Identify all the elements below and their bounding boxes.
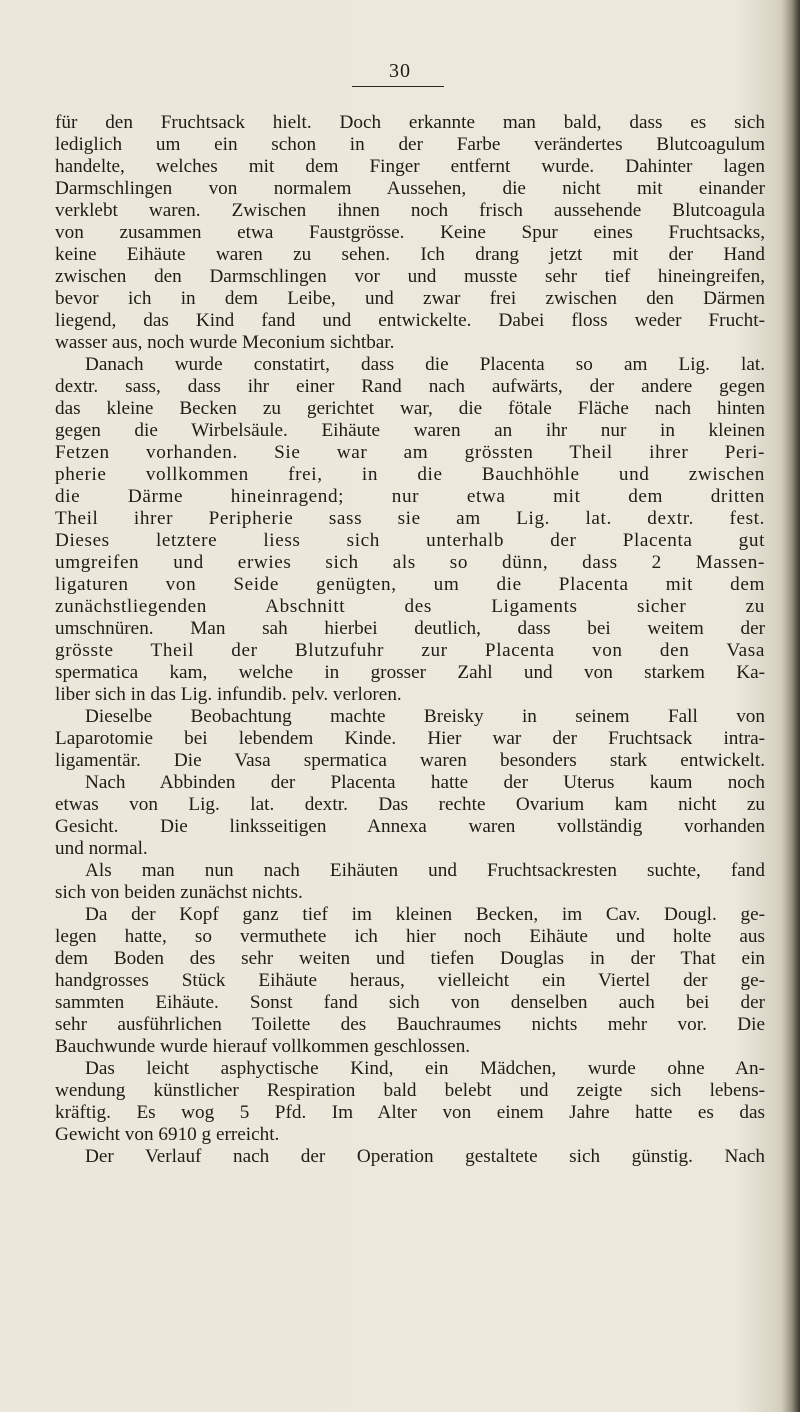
text-line: Danach wurde constatirt, dass die Placenta so am Lig. lat. [85, 354, 765, 375]
page-number: 30 [389, 60, 411, 82]
text-line: Als man nun nach Eihäuten und Fruchtsackresten suchte, fand [85, 860, 765, 881]
text-line: Dieses letztere liess sich unterhalb der Placenta gut [55, 530, 765, 551]
text-line: die Därme hineinragend; nur etwa mit dem dritten [55, 486, 765, 507]
text-line: Nach Abbinden der Placenta hatte der Uterus kaum noch [85, 772, 765, 793]
text-line: sich von beiden zunächst nichts. [55, 882, 303, 903]
text-line: sehr ausführlichen Toilette des Bauchraumes nichts mehr vor. Die [55, 1014, 765, 1035]
text-line: ligamentär. Die Vasa spermatica waren besonders stark entwickelt. [55, 750, 765, 771]
text-line: wendung künstlicher Respiration bald belebt und zeigte sich lebens- [55, 1080, 765, 1101]
text-line: Der Verlauf nach der Operation gestaltete sich günstig. Nach [85, 1146, 765, 1167]
text-line: umgreifen und erwies sich als so dünn, dass 2 Massen- [55, 552, 765, 573]
text-line: dextr. sass, dass ihr einer Rand nach aufwärts, der andere gegen [55, 376, 765, 397]
text-line: sammten Eihäute. Sonst fand sich von denselben auch bei der [55, 992, 765, 1013]
header-rule [352, 86, 444, 87]
text-line: zunächstliegenden Abschnitt des Ligaments sicher zu [55, 596, 765, 617]
text-line: etwas von Lig. lat. dextr. Das rechte Ovarium kam nicht zu [55, 794, 765, 815]
text-line: Fetzen vorhanden. Sie war am grössten Theil ihrer Peri- [55, 442, 765, 463]
text-line: umschnüren. Man sah hierbei deutlich, dass bei weitem der [55, 618, 765, 639]
text-line: grösste Theil der Blutzufuhr zur Placenta von den Vasa [55, 640, 765, 661]
text-line: Darmschlingen von normalem Aussehen, die nicht mit einander [55, 178, 765, 199]
text-line: keine Eihäute waren zu sehen. Ich drang jetzt mit der Hand [55, 244, 765, 265]
text-line: und normal. [55, 838, 148, 859]
text-line: verklebt waren. Zwischen ihnen noch frisch aussehende Blutcoagula [55, 200, 765, 221]
text-line: dem Boden des sehr weiten und tiefen Douglas in der That ein [55, 948, 765, 969]
text-line: ligaturen von Seide genügten, um die Placenta mit dem [55, 574, 765, 595]
text-line: für den Fruchtsack hielt. Doch erkannte man bald, dass es sich [55, 112, 765, 133]
text-line: zwischen den Darmschlingen vor und musste sehr tief hineingreifen, [55, 266, 765, 287]
text-line: gegen die Wirbelsäule. Eihäute waren an ihr nur in kleinen [55, 420, 765, 441]
text-line: Das leicht asphyctische Kind, ein Mädchen, wurde ohne An- [85, 1058, 765, 1079]
text-line: lediglich um ein schon in der Farbe verändertes Blutcoagulum [55, 134, 765, 155]
text-line: von zusammen etwa Faustgrösse. Keine Spur eines Fruchtsacks, [55, 222, 765, 243]
text-line: kräftig. Es wog 5 Pfd. Im Alter von einem Jahre hatte es das [55, 1102, 765, 1123]
text-line: Laparotomie bei lebendem Kinde. Hier war der Fruchtsack intra- [55, 728, 765, 749]
text-line: handelte, welches mit dem Finger entfernt wurde. Dahinter lagen [55, 156, 765, 177]
text-line: legen hatte, so vermuthete ich hier noch Eihäute und holte aus [55, 926, 765, 947]
text-line: liber sich in das Lig. infundib. pelv. verloren. [55, 684, 402, 705]
text-line: Gesicht. Die linksseitigen Annexa waren vollständig vorhanden [55, 816, 765, 837]
text-line: das kleine Becken zu gerichtet war, die fötale Fläche nach hinten [55, 398, 765, 419]
text-line: liegend, das Kind fand und entwickelte. Dabei floss weder Frucht- [55, 310, 765, 331]
text-line: spermatica kam, welche in grosser Zahl und von starkem Ka- [55, 662, 765, 683]
text-line: Dieselbe Beobachtung machte Breisky in seinem Fall von [85, 706, 765, 727]
text-line: Bauchwunde wurde hierauf vollkommen geschlossen. [55, 1036, 471, 1057]
body-text [55, 112, 765, 1168]
text-line: pherie vollkommen frei, in die Bauchhöhle und zwischen [55, 464, 765, 485]
text-line: wasser aus, noch wurde Meconium sichtbar. [55, 332, 395, 353]
text-line: bevor ich in dem Leibe, und zwar frei zwischen den Därmen [55, 288, 765, 309]
text-line: handgrosses Stück Eihäute heraus, vielleicht ein Viertel der ge- [55, 970, 765, 991]
page-edge-shadow [782, 0, 800, 1412]
text-line: Da der Kopf ganz tief im kleinen Becken, im Cav. Dougl. ge- [85, 904, 765, 925]
text-line: Gewicht von 6910 g erreicht. [55, 1124, 280, 1145]
text-line: Theil ihrer Peripherie sass sie am Lig. lat. dextr. fest. [55, 508, 765, 529]
